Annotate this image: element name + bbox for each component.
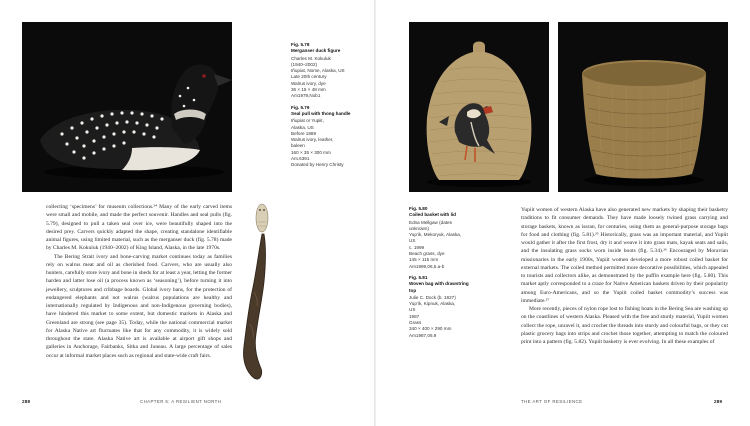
caption-line: Donated by Henry Christy	[291, 162, 344, 168]
woven-bag-photo	[558, 22, 728, 192]
woven-grass-bag-icon	[558, 22, 728, 192]
caption-line: 36 × 15 × 48 mm	[291, 87, 326, 93]
page-number-left: 288	[22, 399, 31, 404]
caption-line: Walrus ivory, dye	[291, 80, 326, 86]
caption-line: (1940–2002)	[291, 61, 318, 67]
paragraph: More recently, pieces of nylon rope lost to fishing boats in the Bering Sea are washing up on the coastlines of western Alaska. Pleased with the free and sturdy material, Yupiit women collect the rope, unravel it, and crochet the threads into sturdy and colourful bags, or they cut plastic grocery bags into strips and crochet those together, attempting to match the coloured print into a pattern (fig. 5.82). Yupiit basketry is ever evolving. In all these examples of	[521, 306, 728, 345]
caption-line: Iñupiat or Yupiit,	[291, 118, 324, 124]
caption-fig-number: Fig. 5.79	[291, 104, 310, 110]
caption-line: c. 1999	[409, 244, 425, 250]
caption-fig-number: Fig. 5.81	[409, 274, 428, 280]
caption-line: Grass	[409, 320, 422, 326]
caption-line: Late 20th century	[291, 74, 327, 80]
coiled-basket-photo	[409, 22, 549, 192]
running-head-right: THE ART OF RESILIENCE	[521, 399, 583, 404]
caption-fig-5-79	[291, 105, 357, 169]
caption-line: Am1987,06.9	[409, 332, 437, 338]
paragraph: collecting ‘specimens’ for museum collections.²⁴ Many of the early carved items were small and mobile, and made the perfect souvenir. Handles and seal pulls (fig. 5.79), designed to pull a taken seal over ice, were beautifully shaped into the desired prey. Carvers quickly adapted the shape, creating standalone identifiable animal figures, using limited material, such as the merganser duck (fig. 5.78) made by Charles M. Kokuluk (1940–2002) of King Island, Alaska, in the late 1970s.	[46, 204, 232, 252]
caption-fig-number: Fig. 5.80	[409, 206, 428, 211]
caption-title: Merganser duck figure	[291, 48, 341, 54]
caption-title: Seal pull with thong handle	[291, 110, 351, 116]
caption-line: 1987	[409, 313, 420, 319]
caption-title: Coiled basket with lid	[409, 212, 456, 218]
page-number-right: 289	[714, 399, 723, 404]
caption-line: baleen	[291, 143, 305, 149]
merganser-duck-photo	[22, 22, 232, 192]
caption-line: Charles M. Kokuluk	[291, 55, 331, 61]
caption-line: unknown)	[409, 225, 429, 231]
paragraph: Yupiit women of western Alaska have also generated new markets by shaping their basketry traditions to fit consumer demands. They have made loosely twined grass carrying and storage baskets, known as issran, for centuries, using them as general-purpose storage bags for food and clothing (fig. 5.81).²⁵ Historically, grass was an important material, and Yupiit would gather it after the first frost, dry it and weave it into grass mats, kayak seats and sails, and the insulating grass socks worn inside boots (fig. 5.34).²⁶ Encouraged by Moravian missionaries in the early 1900s, Yupiit women developed a more robust coiled basket for external markets. The coiled method permitted more decorative possibilities, which appealed to tourists and collectors alike, as demonstrated by the puffin example here (fig. 5.80). This market aptly corresponded to a craze for Native American baskets driven by their popularity among Euro-Americans, and so the Yupiit coiled basket commodity’s success was immediate.²⁷	[521, 207, 728, 304]
caption-line: US	[409, 307, 416, 313]
caption-line: Julie C. Dock (b. 1927)	[409, 294, 456, 300]
caption-fig-5-78	[291, 42, 357, 100]
caption-line: US	[409, 238, 416, 244]
caption-line: Walrus ivory, leather,	[291, 137, 334, 143]
merganser-duck-figure-icon	[22, 22, 232, 192]
page-gutter	[374, 0, 376, 426]
caption-line: Yup’ik, Mekoryuk, Alaska,	[409, 232, 462, 238]
body-text-right	[521, 206, 728, 346]
caption-line: 340 × 400 × 290 mm	[409, 326, 452, 332]
caption-fig-5-80	[409, 206, 471, 270]
caption-line: Before 1889	[291, 130, 317, 136]
running-head-left: CHAPTER 5: A RESILIENT NORTH	[140, 399, 222, 404]
paragraph: The Bering Strait ivory and bone-carving market continues today as families rely on walrus meat and oil as cherished food. Carvers, who are usually also hunters, carefully store ivory and bone in sheds for at least a year, letting the former harden and latter lose oil (a process known as ‘seasoning’), before turning it into jewellery, sculptures and cribbage boards. Global ivory bans, for the protection of endangered elephants and not walrus (walrus populations are healthy and internationally regulated by Indigenous and non-Indigenous governing bodies), have hindered this market to some extent, but domestic markets in Alaska and Greenland are strong (see page 35). Today, while the national commercial market for Alaska Native art fluctuates like that for any commodity, it is widely sold throughout the state. Alaska Native art is available at airport gift shops and galleries in Anchorage, Fairbanks, Sitka and Juneau. A large percentage of sales occur at informal market places such as regional and state-wide craft fairs.	[46, 253, 232, 359]
caption-column-left	[291, 42, 357, 174]
caption-line: 160 × 35 × 300 mm	[291, 149, 331, 155]
caption-line: Beach grass, dye	[409, 251, 445, 257]
body-text-left	[46, 203, 232, 360]
seal-pull-photo	[232, 196, 292, 396]
coiled-basket-puffin-icon	[409, 22, 549, 192]
caption-line: Am1979,Nob1	[291, 93, 321, 99]
caption-line: Edna Mellgaw (dates	[409, 219, 452, 225]
caption-line: Am.6391	[291, 156, 310, 162]
caption-title: Woven bag with drawstring top	[409, 281, 469, 293]
caption-fig-number: Fig. 5.78	[291, 42, 310, 47]
caption-line: 145 × 115 mm	[409, 257, 439, 263]
caption-line: Iñupiat, Nome, Alaska, US	[291, 68, 345, 74]
caption-line: Yup’ik, Kipnuk, Alaska,	[409, 301, 456, 307]
caption-fig-5-81	[409, 275, 471, 339]
caption-line: Alaska, US	[291, 124, 314, 130]
seal-pull-icon	[232, 196, 292, 396]
caption-line: Am1999,06,5.a-b	[409, 263, 445, 269]
caption-column-right	[409, 206, 471, 344]
